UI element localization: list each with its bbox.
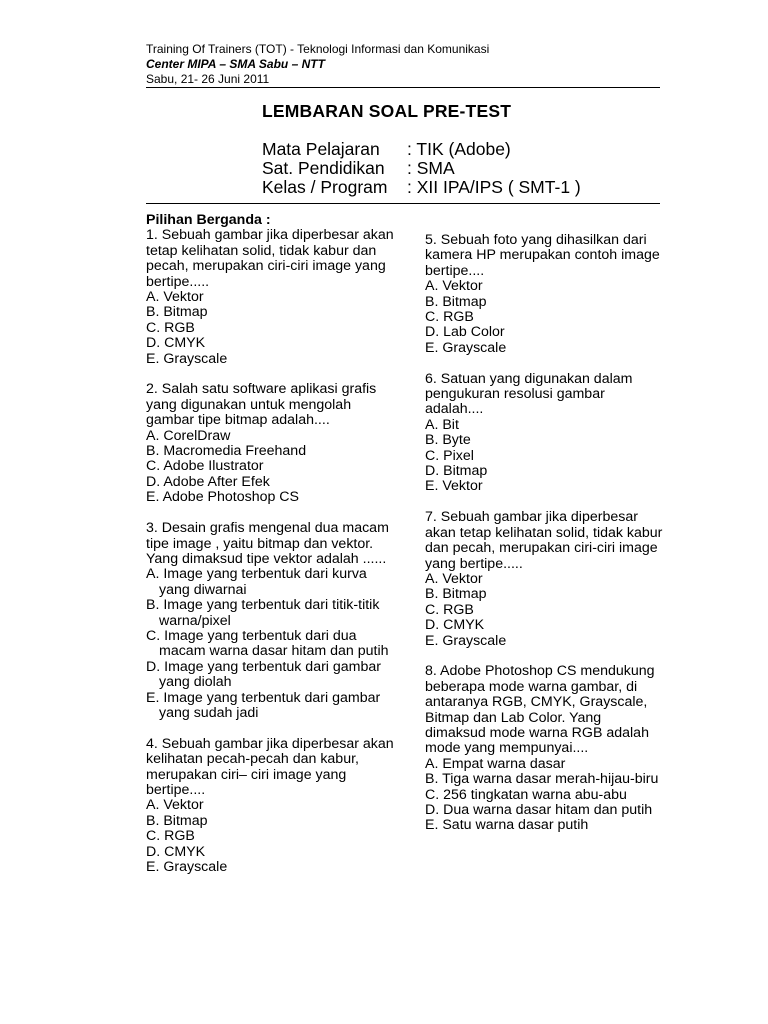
answer-option: E. Grayscale: [146, 859, 228, 876]
answer-option: D. Dua warna dasar hitam dan putih: [425, 801, 653, 818]
page-title: LEMBARAN SOAL PRE-TEST: [262, 101, 512, 121]
meta-value: : SMA: [407, 158, 455, 178]
meta-label: Mata Pelajaran: [262, 139, 380, 159]
question-6: [425, 372, 665, 495]
answer-option: D. CMYK: [146, 843, 206, 860]
answer-option: E. Grayscale: [425, 632, 507, 649]
answer-option: E. Adobe Photoshop CS: [146, 489, 300, 506]
header-center-line: Center MIPA – SMA Sabu – NTT: [146, 57, 325, 71]
answer-option: A. Vektor: [425, 570, 483, 587]
answer-option: A. Empat warna dasar: [425, 755, 566, 772]
meta-row-subject: [262, 140, 581, 159]
question-stem: 8. Adobe Photoshop CS mendukung beberapa mode warna gambar, di antaranya RGB, CMYK, Grayscale, Bitmap dan Lab Color. Yang dimaksud mode warna RGB adalah mode yang mempunyai....: [425, 663, 655, 757]
answer-option: B. Bitmap: [146, 812, 208, 829]
answer-option: A. Image yang terbentuk dari kurva yang diwarnai: [146, 566, 367, 598]
answer-option: E. Grayscale: [425, 339, 507, 356]
question-1: [146, 228, 396, 367]
answer-option: D. Image yang terbentuk dari gambar yang diolah: [146, 658, 382, 691]
header-divider: [146, 87, 660, 88]
answer-option: B. Bitmap: [425, 586, 487, 603]
answer-option: B. Tiga warna dasar merah-hijau-biru: [425, 771, 659, 788]
question-7: [425, 510, 665, 649]
question-4: [146, 737, 396, 876]
answer-option: D. Adobe After Efek: [146, 473, 270, 490]
meta-divider: [146, 203, 660, 204]
meta-row-class: [262, 178, 581, 197]
answer-option: D. Lab Color: [425, 324, 505, 341]
answer-option: E. Satu warna dasar putih: [425, 817, 589, 834]
answer-option: C. Image yang terbentuk dari dua macam warna dasar hitam dan putih: [146, 627, 389, 660]
answer-option: C. Adobe Ilustrator: [146, 458, 264, 475]
answer-option: A. Vektor: [425, 278, 483, 295]
header-training-line: Training Of Trainers (TOT) - Teknologi Informasi dan Komunikasi: [146, 42, 490, 56]
meta-row-level: [262, 159, 581, 178]
answer-option: C. Pixel: [425, 447, 474, 464]
question-8: [425, 664, 665, 833]
question-5: [425, 233, 665, 356]
question-stem: 3. Desain grafis mengenal dua macam tipe image , yaitu bitmap dan vektor. Yang dimaksud tipe vektor adalah ......: [146, 520, 389, 567]
answer-option: B. Bitmap: [425, 293, 487, 310]
question-2: [146, 382, 396, 505]
answer-option: C. RGB: [425, 601, 474, 618]
answer-option: E. Vektor: [425, 478, 483, 495]
meta-label: Kelas / Program: [262, 177, 388, 197]
answer-option: C. RGB: [146, 828, 195, 845]
answer-option: D. CMYK: [146, 335, 206, 352]
question-stem: 1. Sebuah gambar jika diperbesar akan tetap kelihatan solid, tidak kabur dan pecah, merupakan ciri-ciri image yang bertipe.....: [146, 227, 394, 290]
answer-option: D. Bitmap: [425, 463, 488, 480]
section-title: Pilihan Berganda :: [146, 212, 271, 228]
meta-label: Sat. Pendidikan: [262, 158, 385, 178]
answer-option: B. Byte: [425, 432, 471, 449]
questions-right-column: [425, 233, 665, 849]
answer-option: D. CMYK: [425, 617, 485, 634]
answer-option: A. Bit: [425, 416, 459, 433]
answer-option: C. RGB: [146, 319, 195, 336]
answer-option: B. Bitmap: [146, 304, 208, 321]
answer-option: A. CorelDraw: [146, 427, 231, 444]
answer-option: A. Vektor: [146, 289, 204, 306]
answer-option: A. Vektor: [146, 797, 204, 814]
meta-value: : XII IPA/IPS ( SMT-1 ): [407, 177, 581, 197]
answer-option: C. RGB: [425, 309, 474, 326]
answer-option: B. Macromedia Freehand: [146, 443, 307, 460]
answer-option: E. Grayscale: [146, 350, 228, 367]
meta-value: : TIK (Adobe): [407, 139, 511, 159]
answer-option: E. Image yang terbentuk dari gambar yang sudah jadi: [146, 689, 381, 721]
subject-info: [262, 140, 581, 197]
question-stem: 5. Sebuah foto yang dihasilkan dari kamera HP merupakan contoh image bertipe....: [425, 232, 660, 279]
questions-left-column: [146, 213, 396, 891]
answer-option: C. 256 tingkatan warna abu-abu: [425, 786, 627, 803]
document-header: [146, 42, 660, 87]
question-stem: 2. Salah satu software aplikasi grafis yang digunakan untuk mengolah gambar tipe bitmap adalah....: [146, 381, 377, 429]
question-stem: 7. Sebuah gambar jika diperbesar akan tetap kelihatan solid, tidak kabur dan pecah, merupakan ciri-ciri image yang bertipe.....: [425, 509, 663, 572]
answer-option: B. Image yang terbentuk dari titik-titik warna/pixel: [146, 597, 380, 629]
question-stem: 6. Satuan yang digunakan dalam pengukuran resolusi gambar adalah....: [425, 370, 633, 418]
question-3: [146, 521, 396, 721]
header-date-line: Sabu, 21- 26 Juni 2011: [146, 72, 270, 86]
question-stem: 4. Sebuah gambar jika diperbesar akan kelihatan pecah-pecah dan kabur, merupakan ciri– ciri image yang bertipe....: [146, 735, 394, 798]
